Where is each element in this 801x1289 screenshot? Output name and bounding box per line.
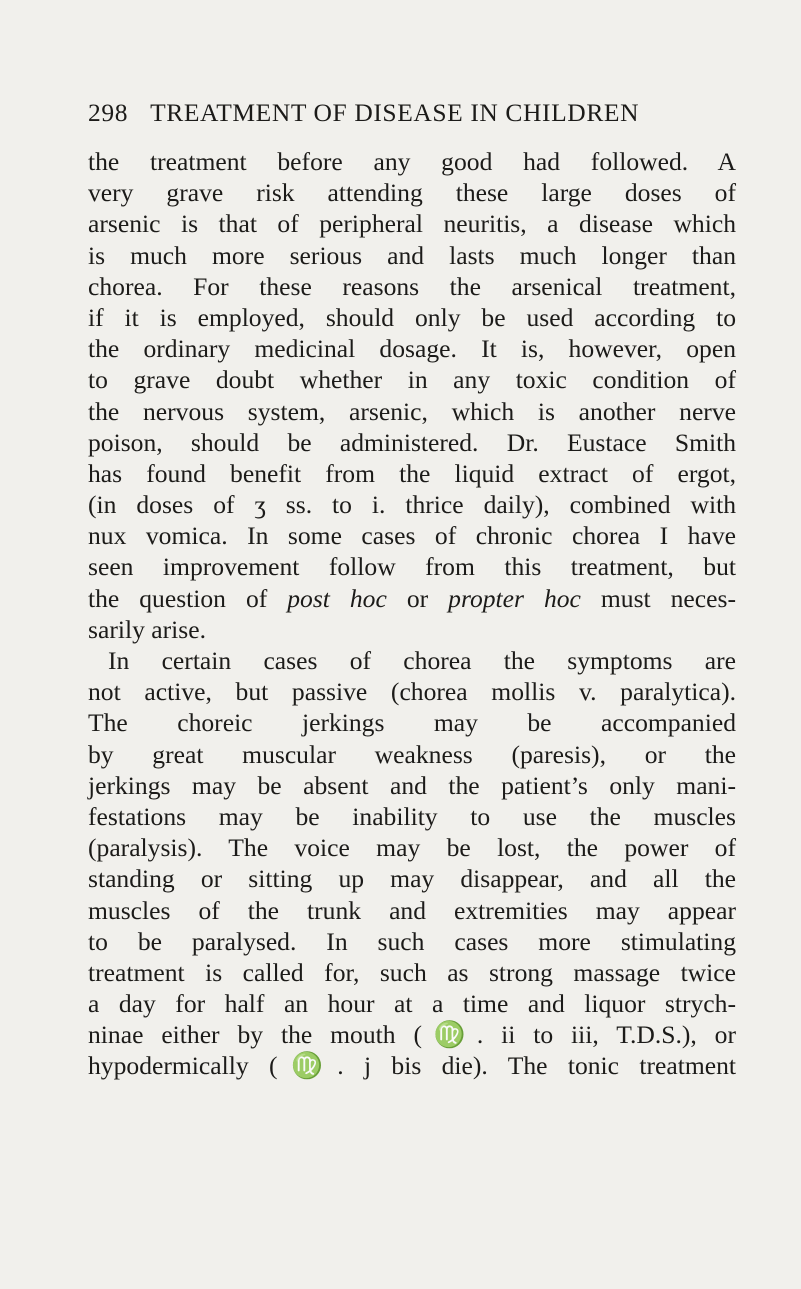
text-line: is much more serious and lasts much longer than <box>88 240 736 270</box>
text-line: The choreic jerkings may be accompanied <box>88 708 736 738</box>
text-line: not active, but passive (chorea mollis v. paralytica). <box>88 677 736 707</box>
text-line: the ordinary medicinal dosage. It is, however, open <box>88 334 736 364</box>
text-segment: the question of <box>88 583 268 613</box>
page-title: TREATMENT OF DISEASE IN CHILDREN <box>150 98 640 127</box>
paragraph-start-line: In certain cases of chorea the symptoms are <box>108 646 736 675</box>
text-line: sarily arise. <box>88 614 206 644</box>
text-line: nux vomica. In some cases of chronic chorea I have <box>88 521 736 551</box>
text-line: to be paralysed. In such cases more stimulating <box>88 926 736 956</box>
text-line: muscles of the trunk and extremities may appear <box>88 895 736 925</box>
text-line: poison, should be administered. Dr. Eustace Smith <box>88 427 736 457</box>
text-line: by great muscular weakness (paresis), or the <box>88 739 736 769</box>
italic-phrase-post-hoc: post hoc <box>287 583 387 613</box>
text-line: the treatment before any good had followed. A <box>88 147 736 176</box>
text-line: treatment is called for, such as strong massage twice <box>88 957 736 987</box>
text-line: to grave doubt whether in any toxic condition of <box>88 365 736 395</box>
text-line: (in doses of ʒ ss. to i. thrice daily), combined with <box>88 490 736 520</box>
text-line: seen improvement follow from this treatment, but <box>88 552 736 582</box>
text-line: (paralysis). The voice may be lost, the power of <box>88 833 736 863</box>
text-line: jerkings may be absent and the patient’s only mani- <box>88 770 736 800</box>
text-line: chorea. For these reasons the arsenical treatment, <box>88 271 736 301</box>
text-line: hypodermically (♍. j bis die). The tonic treatment <box>88 1051 736 1081</box>
text-line: the nervous system, arsenic, which is another nerve <box>88 396 736 426</box>
text-segment: must neces- <box>600 583 736 613</box>
text-line: arsenic is that of peripheral neuritis, a disease which <box>88 209 736 239</box>
text-line: festations may be inability to use the muscles <box>88 801 736 831</box>
text-line-mixed <box>88 583 736 614</box>
text-line: very grave risk attending these large doses of <box>88 178 736 208</box>
text-line: ninae either by the mouth (♍. ii to iii, T.D.S.), or <box>88 1020 736 1050</box>
italic-phrase-propter-hoc: propter hoc <box>448 583 581 613</box>
text-line: a day for half an hour at a time and liquor strych- <box>88 989 736 1019</box>
text-line: has found benefit from the liquid extract of ergot, <box>88 458 736 488</box>
text-segment: or <box>406 583 429 613</box>
running-head <box>88 98 736 132</box>
page-number: 298 <box>88 98 129 127</box>
text-line: if it is employed, should only be used according to <box>88 302 736 332</box>
body-text <box>88 146 736 1082</box>
text-line: standing or sitting up may disappear, and all the <box>88 864 736 894</box>
